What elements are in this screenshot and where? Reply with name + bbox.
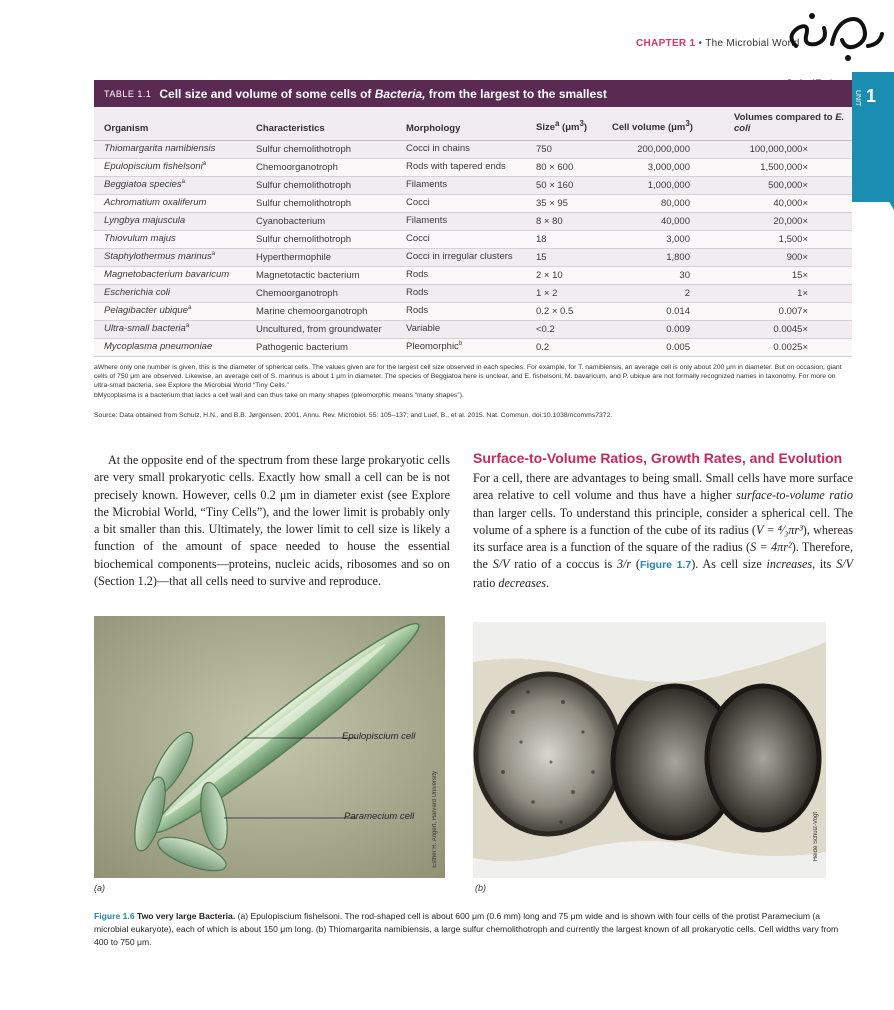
- characteristics-cell: [246, 248, 396, 266]
- volume-cell: [602, 248, 724, 266]
- size-cell-text: 8 × 80: [536, 215, 563, 227]
- compared-cell-text: 20,000×: [773, 215, 808, 227]
- organism-cell-sup: a: [211, 251, 216, 258]
- sv-text-9: ratio: [473, 575, 499, 590]
- size-cell: [526, 158, 602, 176]
- table-row: [94, 140, 852, 158]
- morphology-cell: [396, 176, 526, 194]
- morphology-cell-text: Pleomorphic: [406, 341, 459, 353]
- compared-cell: [724, 284, 852, 302]
- sv-text-4: ). Therefore, the: [473, 540, 854, 572]
- characteristics-cell: [246, 320, 396, 338]
- col-header-characteristics: Characteristics: [246, 107, 396, 140]
- organism-cell: [94, 266, 246, 284]
- characteristics-cell-text: Sulfur chemolithotroph: [256, 197, 352, 209]
- compared-cell: [724, 266, 852, 284]
- size-cell-text: <0.2: [536, 323, 555, 335]
- size-header-text: Size: [536, 122, 556, 134]
- volume-cell-text: 2: [684, 287, 690, 299]
- table-source: Source: Data obtained from Schulz, H.N., and B.B. Jørgensen. 2001. Annu. Rev. Microbiol. 55: 105–137; and Luef, B., et al. 2015. Nat. Commun. doi:10.1038/ncomms7372.: [94, 412, 613, 419]
- panel-b-label: (b): [475, 883, 486, 893]
- morphology-cell: [396, 194, 526, 212]
- organism-cell: [94, 194, 246, 212]
- volume-cell: [602, 302, 724, 320]
- size-cell: [526, 320, 602, 338]
- compared-cell-text: 40,000×: [773, 197, 808, 209]
- compared-cell: [724, 248, 852, 266]
- sv-term: surface-to-volume ratio: [736, 488, 853, 503]
- compared-cell-text: 1×: [797, 287, 808, 299]
- morphology-cell-text: Rods: [406, 305, 429, 317]
- table-label: TABLE 1.1: [104, 88, 152, 99]
- characteristics-cell: [246, 302, 396, 320]
- unit-tab-notch: [852, 140, 894, 210]
- organism-cell: [94, 248, 246, 266]
- compared-header-italic: E. coli: [734, 111, 845, 134]
- organism-cell: [94, 176, 246, 194]
- morphology-cell-text: Variable: [406, 323, 441, 335]
- figure-caption: [94, 910, 854, 949]
- morphology-cell-text: Rods with tapered ends: [406, 161, 506, 173]
- morphology-cell-text: Cocci: [406, 197, 430, 209]
- volume-cell-text: 200,000,000: [637, 143, 690, 155]
- volume-header-close: ): [689, 122, 693, 134]
- characteristics-cell: [246, 212, 396, 230]
- size-cell: [526, 248, 602, 266]
- volume-cell-text: 40,000: [660, 215, 690, 227]
- volume-equation: V = ⁴⁄₃πr³: [755, 522, 803, 537]
- surface-equation: S = 4πr²: [750, 540, 792, 555]
- volume-cell-text: 0.009: [666, 323, 690, 335]
- volume-cell: [602, 320, 724, 338]
- morphology-cell-text: Filaments: [406, 215, 448, 227]
- size-cell: [526, 212, 602, 230]
- compared-cell-text: 500,000×: [768, 179, 808, 191]
- characteristics-cell: [246, 140, 396, 158]
- compared-cell: [724, 212, 852, 230]
- compared-cell-text: 1,500,000×: [760, 161, 808, 173]
- table-row: [94, 302, 852, 320]
- characteristics-cell-text: Sulfur chemolithotroph: [256, 179, 352, 191]
- morphology-cell: [396, 158, 526, 176]
- col-header-size: [526, 107, 602, 140]
- morphology-cell-text: Cocci in irregular clusters: [406, 251, 513, 263]
- characteristics-cell-text: Uncultured, from groundwater: [256, 323, 382, 335]
- size-cell-text: 0.2 × 0.5: [536, 305, 574, 317]
- morphology-cell-text: Rods: [406, 269, 429, 281]
- caption-lead: Two very large Bacteria.: [136, 911, 236, 921]
- chapter-label: CHAPTER 1: [636, 38, 696, 49]
- volume-cell: [602, 140, 724, 158]
- characteristics-cell-text: Chemoorganotroph: [256, 287, 338, 299]
- volume-cell-text: 80,000: [660, 197, 690, 209]
- volume-cell-text: 1,000,000: [647, 179, 690, 191]
- table-row: [94, 194, 852, 212]
- organism-cell-sup: a: [202, 161, 207, 168]
- morphology-cell-text: Rods: [406, 287, 429, 299]
- thiomargarita-micrograph: [473, 622, 826, 878]
- size-cell-text: 35 × 95: [536, 197, 568, 209]
- organism-cell: [94, 302, 246, 320]
- size-cell: [526, 230, 602, 248]
- table-row: [94, 320, 852, 338]
- characteristics-cell: [246, 158, 396, 176]
- col-header-organism: Organism: [94, 107, 246, 140]
- organism-cell-sup: a: [185, 323, 190, 330]
- characteristics-cell: [246, 284, 396, 302]
- characteristics-cell-text: Chemoorganotroph: [256, 161, 338, 173]
- compared-cell: [724, 176, 852, 194]
- size-cell-text: 50 × 160: [536, 179, 574, 191]
- volume-cell: [602, 338, 724, 356]
- characteristics-cell-text: Marine chemoorganotroph: [256, 305, 368, 317]
- compared-cell-text: 100,000,000×: [749, 143, 808, 155]
- organism-cell-text: Staphylothermus marinus: [104, 251, 212, 263]
- volume-cell-text: 30: [679, 269, 690, 281]
- organism-cell-text: Achromatium oxaliferum: [104, 197, 207, 209]
- figure-panel-a-image: [94, 616, 445, 878]
- organism-cell-text: Epulopiscium fishelsoni: [104, 161, 203, 173]
- figure-panel-b-image: [473, 622, 826, 878]
- morphology-cell: [396, 284, 526, 302]
- morphology-cell: [396, 212, 526, 230]
- thiomargarita-cell-3: [707, 686, 819, 830]
- characteristics-cell: [246, 176, 396, 194]
- col-header-compared: [724, 107, 852, 140]
- figure-number: Figure 1.6: [94, 911, 135, 921]
- volume-cell: [602, 194, 724, 212]
- compared-cell: [724, 140, 852, 158]
- size-cell-text: 1 × 2: [536, 287, 558, 299]
- sv-text-1: For a cell, there are advantages to being small. Small cells have more surface area relative to cell volume and thus have a higher: [473, 471, 853, 503]
- morphology-cell-text: Cocci: [406, 233, 430, 245]
- unit-tab-text: UNIT: [854, 90, 861, 107]
- compared-cell: [724, 338, 852, 356]
- characteristics-cell-text: Hyperthermophile: [256, 251, 331, 263]
- size-cell: [526, 194, 602, 212]
- organism-cell-text: Pelagibacter ubique: [104, 305, 188, 317]
- compared-cell-text: 900×: [786, 251, 808, 263]
- compared-cell-text: 15×: [791, 269, 808, 281]
- organism-cell: [94, 284, 246, 302]
- size-cell-text: 18: [536, 233, 547, 245]
- size-cell-text: 0.2: [536, 341, 550, 353]
- sv-text-2: than larger cells. To understand this principle, consider a spherical cell. The volume of a sphere is a function of the cube of its radius (: [473, 505, 853, 537]
- organism-cell-text: Magnetobacterium bavaricum: [104, 269, 230, 281]
- compared-cell: [724, 302, 852, 320]
- compared-cell: [724, 320, 852, 338]
- callout-epulopiscium: Epulopiscium cell: [342, 731, 416, 742]
- section-heading: Surface-to-Volume Ratios, Growth Rates, and Evolution: [473, 450, 843, 466]
- unit-tab-number: 1: [866, 86, 877, 106]
- morphology-cell: [396, 302, 526, 320]
- characteristics-cell-text: Sulfur chemolithotroph: [256, 143, 352, 155]
- volume-cell-text: 0.014: [666, 305, 690, 317]
- sv-text-8: , its: [812, 557, 837, 572]
- compared-cell: [724, 194, 852, 212]
- volume-cell: [602, 284, 724, 302]
- table-caption-post: from the largest to the smallest: [425, 86, 607, 101]
- organism-cell-text: Thiovulum majus: [104, 233, 176, 245]
- thiomargarita-cell-1: [476, 674, 620, 834]
- characteristics-cell: [246, 338, 396, 356]
- morphology-cell-text: Filaments: [406, 179, 448, 191]
- compared-cell-text: 0.0025×: [773, 341, 808, 353]
- table-row: [94, 176, 852, 194]
- decreases-term: decreases: [498, 575, 546, 590]
- table-row: [94, 266, 852, 284]
- characteristics-cell: [246, 266, 396, 284]
- size-cell: [526, 140, 602, 158]
- organism-cell: [94, 338, 246, 356]
- organism-cell: [94, 158, 246, 176]
- epulopiscium-micrograph: [94, 616, 445, 878]
- organism-cell-text: Beggiatoa species: [104, 179, 182, 191]
- organism-cell: [94, 212, 246, 230]
- compared-cell-text: 0.0045×: [773, 323, 808, 335]
- table-row: [94, 248, 852, 266]
- morphology-cell-sup: b: [458, 341, 463, 348]
- sv-text-10: .: [546, 575, 550, 590]
- size-header-unit-sup: 3: [579, 119, 584, 129]
- three-over-r: 3/r: [616, 557, 632, 572]
- organism-cell-text: Thiomargarita namibiensis: [104, 143, 216, 155]
- compared-header-text: Volumes compared to: [734, 111, 833, 123]
- volume-cell-text: 3,000: [666, 233, 690, 245]
- table-row: [94, 158, 852, 176]
- volume-cell: [602, 266, 724, 284]
- volume-cell: [602, 230, 724, 248]
- body-paragraph-right: [473, 470, 853, 592]
- size-cell: [526, 284, 602, 302]
- table-title-bar: [94, 80, 852, 107]
- organism-cell-text: Ultra-small bacteria: [104, 323, 186, 335]
- size-cell-text: 80 × 600: [536, 161, 574, 173]
- characteristics-cell-text: Magnetotactic bacterium: [256, 269, 360, 281]
- characteristics-cell-text: Cyanobacterium: [256, 215, 326, 227]
- compared-cell: [724, 158, 852, 176]
- volume-cell-text: 0.005: [666, 341, 690, 353]
- table-body: [94, 140, 852, 356]
- table-row: [94, 284, 852, 302]
- organism-cell: [94, 140, 246, 158]
- table-row: [94, 212, 852, 230]
- size-cell-text: 15: [536, 251, 547, 263]
- organism-cell-sup: a: [187, 305, 192, 312]
- morphology-cell: [396, 320, 526, 338]
- footnote-b: bMycoplasma is a bacterium that lacks a cell wall and can thus take on many shapes (pleomorphic means “many shapes”).: [94, 391, 464, 399]
- characteristics-cell-text: Sulfur chemolithotroph: [256, 233, 352, 245]
- footnote-a: aWhere only one number is given, this is the diameter of spherical cells. The values given are for the largest cell size observed in each species. For example, for T. namibiensis, an average cell is only about 200 μm in diameter. But on occasion, giant cells of 750 μm are observed. Likewise, an average cell of S. marinus is about 1 μm in diameter. The species of Beggiatoa here is unclear, and E. fishelsoni, M. bavaricum, and P. ubique are not formally recognized names in taxonomy. For more on ultra-small bacteria, see Explore the Microbial World “Tiny Cells.”: [94, 364, 842, 390]
- panel-a-label: (a): [94, 883, 105, 893]
- callout-paramecium: Paramecium cell: [344, 811, 415, 822]
- credit-b: Heide Schulz-Vogt: [813, 812, 819, 862]
- table-caption: [159, 87, 607, 101]
- characteristics-cell-text: Pathogenic bacterium: [256, 341, 348, 353]
- organism-cell-text: Escherichia coli: [104, 287, 170, 299]
- body-paragraph-left: At the opposite end of the spectrum from these large prokaryotic cells are very small prokaryotic cells. Exactly how small a cell can be is not precisely known. However, cells 0.2 μm in diameter exist (see Explore the Microbial World, “Tiny Cells”), and the lower limit is probably only a bit smaller than this. Ultimately, the lower limit to cell size is likely a function of the amount of space needed to house the essential biochemical components—proteins, nucleic acids, ribosomes and so on (Section 1.2)—that all cells need to survive and reproduce.: [94, 453, 450, 589]
- sv-text-5: ratio of a coccus is: [509, 557, 617, 572]
- volume-cell: [602, 176, 724, 194]
- sv-text-7: ). As cell size: [691, 557, 767, 572]
- size-header-unit-close: ): [583, 122, 588, 134]
- compared-cell-text: 1,500×: [778, 233, 808, 245]
- organism-cell: [94, 230, 246, 248]
- col-header-morphology: Morphology: [396, 107, 526, 140]
- sv-text-6: (: [631, 557, 640, 572]
- table-footnotes: [94, 363, 852, 400]
- sv-ratio-term: S/V: [492, 557, 510, 572]
- increases-term: increases: [766, 557, 813, 572]
- organism-cell-text: Mycoplasma pneumoniae: [104, 341, 213, 353]
- characteristics-cell: [246, 230, 396, 248]
- characteristics-cell: [246, 194, 396, 212]
- compared-cell: [724, 230, 852, 248]
- sv-text-3: ), whereas its surface area is a function of the square of the radius (: [473, 522, 854, 555]
- credit-a: Esther R. Angert, Harvard University: [432, 771, 438, 868]
- col-header-volume: [602, 107, 724, 140]
- size-header-unit: (μm: [559, 122, 580, 134]
- volume-header-sup: 3: [685, 119, 690, 129]
- caption-body: (a) Epulopiscium fishelsoni. The rod-shaped cell is about 600 μm (0.6 mm) long and 75 μm wide and is shown with four cells of the protist Paramecium (a microbial eukaryote), each of which is about 150 μm long. (b) Thiomargarita namibiensis, a large sulfur chemolithotroph and currently the largest known of all prokaryotic cells. Cell widths vary from 400 to 750 μm.: [94, 911, 839, 947]
- publisher-logo-icon: [776, 6, 888, 70]
- figure-1-7-link[interactable]: Figure 1.7: [639, 559, 692, 572]
- morphology-cell: [396, 266, 526, 284]
- size-header-sup: a: [555, 119, 560, 129]
- chapter-title: The Microbial World: [705, 38, 800, 49]
- sv-ratio-term-2: S/V: [836, 557, 854, 572]
- organism-cell-sup: a: [181, 179, 185, 186]
- morphology-cell: [396, 140, 526, 158]
- compared-cell-text: 0.007×: [778, 305, 808, 317]
- volume-cell-text: 3,000,000: [647, 161, 690, 173]
- organism-cell: [94, 320, 246, 338]
- size-cell: [526, 302, 602, 320]
- morphology-cell: [396, 230, 526, 248]
- volume-cell: [602, 158, 724, 176]
- size-cell: [526, 266, 602, 284]
- volume-cell: [602, 212, 724, 230]
- morphology-cell: [396, 338, 526, 356]
- size-cell: [526, 338, 602, 356]
- table-row: [94, 230, 852, 248]
- volume-header-text: Cell volume (μm: [612, 122, 686, 134]
- size-cell-text: 2 × 10: [536, 269, 563, 281]
- morphology-cell: [396, 248, 526, 266]
- table-caption-pre: Cell size and volume of some cells of: [159, 86, 375, 101]
- table-caption-italic: Bacteria,: [374, 86, 426, 101]
- size-cell: [526, 176, 602, 194]
- table-row: [94, 338, 852, 356]
- morphology-cell-text: Cocci in chains: [406, 143, 470, 155]
- organism-cell-text: Lyngbya majuscula: [104, 215, 186, 227]
- size-cell-text: 750: [536, 143, 552, 155]
- cell-size-table: [94, 107, 852, 357]
- header-separator: •: [698, 38, 703, 49]
- volume-cell-text: 1,800: [666, 251, 690, 263]
